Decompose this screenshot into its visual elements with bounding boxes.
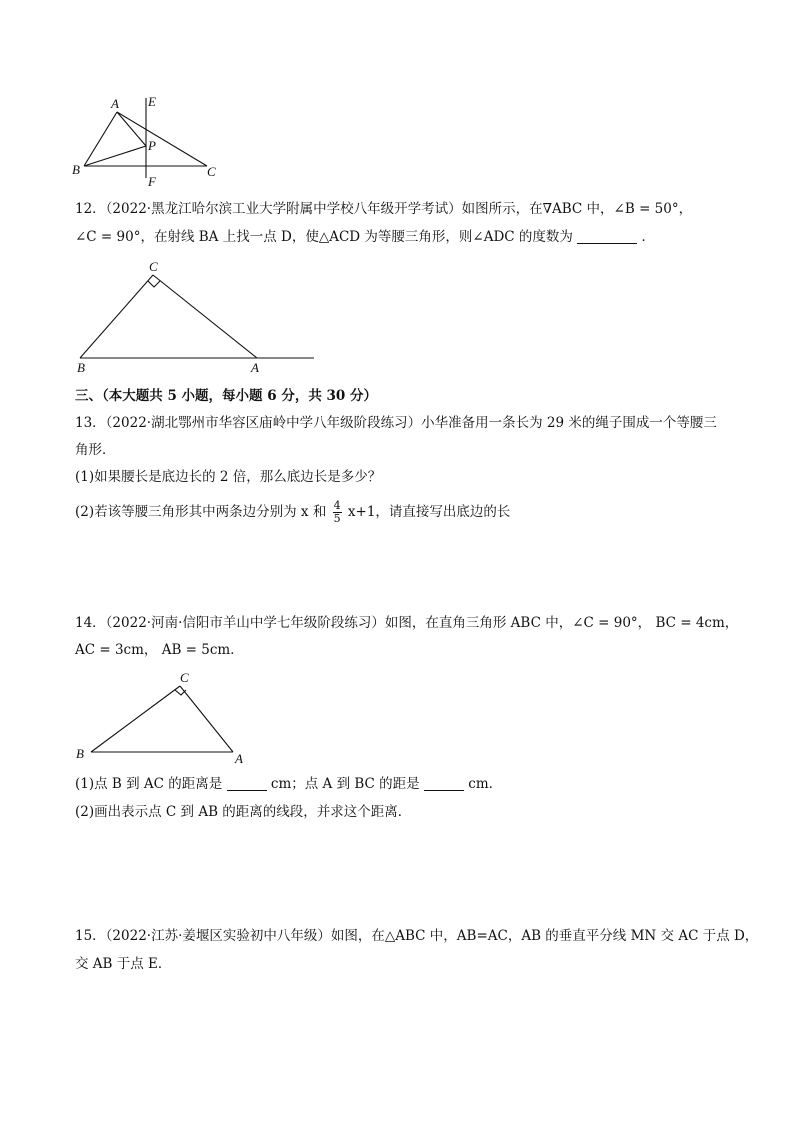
q11-label-p: P bbox=[148, 138, 156, 153]
q13-part2-end: x+1，请直接写出底边的长 bbox=[347, 504, 511, 520]
q12-line1: 12．（2022·黑龙江哈尔滨工业大学附属中学校八年级开学考试）如图所示，在∇ABC 中，∠B = 50°， bbox=[75, 201, 693, 217]
q14-part2: (2)画出表示点 C 到 AB 的距离的线段，并求这个距离． bbox=[75, 804, 412, 820]
q14-part1-text-b: cm；点 A 到 BC 的距是 bbox=[270, 776, 420, 792]
q13-fraction-num: 4 bbox=[333, 499, 341, 512]
q14-part1-text-c: cm． bbox=[468, 776, 503, 792]
section-heading: 三、（本大题共 5 小题，每小题 6 分，共 30 分） bbox=[75, 388, 378, 404]
q11-label-f: F bbox=[148, 174, 156, 189]
q13-part1: (1)如果腰长是底边长的 2 倍，那么底边长是多少？ bbox=[75, 469, 382, 485]
q11-label-e: E bbox=[148, 94, 156, 109]
q13-line1: 13．（2022·湖北鄂州市华容区庙岭中学八年级阶段练习）小华准备用一条长为 29 米的绳子围成一个等腰三 bbox=[75, 415, 717, 431]
q11-label-a: A bbox=[111, 96, 119, 111]
q14-line1: 14．（2022·河南·信阳市羊山中学七年级阶段练习）如图，在直角三角形 ABC 中，∠C = 90°， BC = 4cm， bbox=[75, 615, 739, 631]
q13-fraction-den: 5 bbox=[333, 512, 341, 525]
q13-line2: 角形． bbox=[75, 442, 116, 458]
q14-answer-blank-2[interactable] bbox=[424, 776, 464, 791]
q12-label-c: C bbox=[149, 259, 158, 274]
q12-line2-end: ． bbox=[641, 229, 656, 245]
q12-line2-text: ∠C = 90°，在射线 BA 上找一点 D，使△ACD 为等腰三角形，则∠ADC 的度数为 bbox=[75, 229, 573, 245]
q14-part1-text-a: (1)点 B 到 AC 的距离是 bbox=[75, 776, 223, 792]
q14-label-c: C bbox=[180, 670, 189, 685]
q12-label-b: B bbox=[77, 360, 85, 375]
q15-line2: 交 AB 于点 E． bbox=[75, 956, 172, 972]
q11-label-c: C bbox=[207, 164, 216, 179]
q11-label-b: B bbox=[72, 162, 80, 177]
q12-label-a: A bbox=[251, 360, 259, 375]
q14-label-a: A bbox=[235, 751, 243, 766]
q14-part1 bbox=[75, 775, 502, 793]
q14-line2: AC = 3cm， AB = 5cm． bbox=[75, 642, 244, 658]
q15-line1: 15．（2022·江苏·姜堰区实验初中八年级）如图，在△ABC 中，AB=AC，AB 的垂直平分线 MN 交 AC 于点 D， bbox=[75, 928, 759, 944]
q13-part2-text: (2)若该等腰三角形其中两条边分别为 x 和 bbox=[75, 504, 327, 520]
q14-answer-blank-1[interactable] bbox=[227, 776, 267, 791]
q14-label-b: B bbox=[76, 746, 84, 761]
